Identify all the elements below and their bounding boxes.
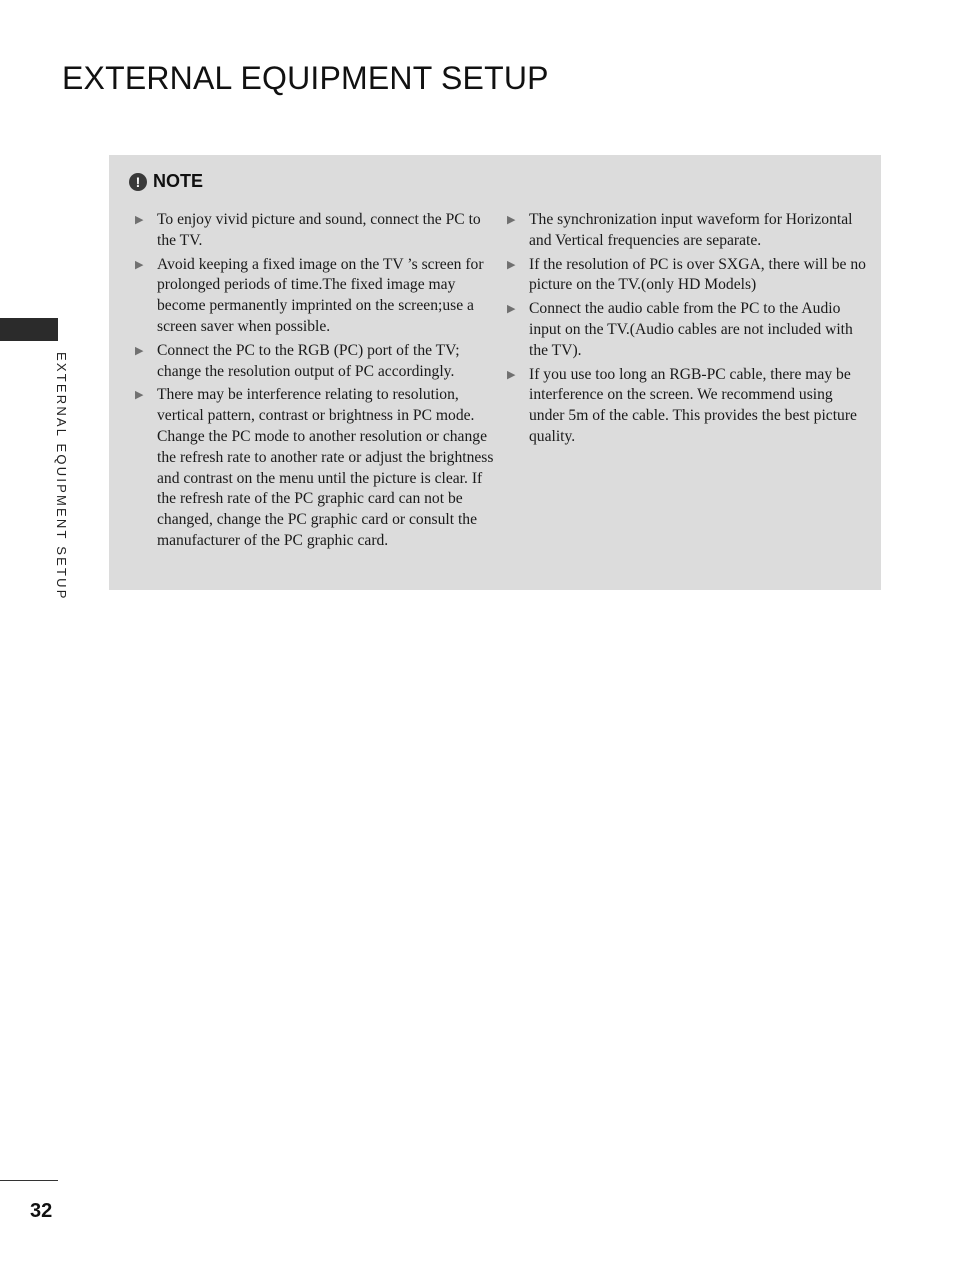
arrow-bullet-icon: ▶: [507, 214, 516, 226]
note-item: [135, 341, 495, 383]
note-item: [507, 255, 867, 297]
arrow-bullet-icon: ▶: [507, 258, 516, 271]
arrow-bullet-icon: ▶: [135, 389, 144, 402]
arrow-bullet-icon: ▶: [507, 303, 516, 316]
note-item-text: If the resolution of PC is over SXGA, there will be no picture on the TV.(only HD Models): [529, 255, 866, 294]
note-item: [507, 210, 867, 252]
section-side-label: EXTERNAL EQUIPMENT SETUP: [54, 352, 69, 601]
note-item-text: If you use too long an RGB-PC cable, there may be interference on the screen. We recommend using under 5m of the cable. This provides the best picture quality.: [529, 365, 857, 445]
note-item-text: Avoid keeping a fixed image on the TV ’s screen for prolonged periods of time.The fixed image may become permanently imprinted on the screen;use a screen saver when possible.: [157, 255, 484, 335]
note-item: [507, 299, 867, 361]
page-number: 32: [30, 1200, 53, 1222]
note-item-text: The synchronization input waveform for Horizontal and Vertical frequencies are separate.: [529, 211, 853, 249]
exclamation-icon: !: [129, 173, 147, 191]
note-item: [135, 210, 495, 252]
page-title: EXTERNAL EQUIPMENT SETUP: [62, 60, 549, 96]
note-box: [109, 155, 881, 590]
arrow-bullet-icon: ▶: [135, 344, 144, 357]
arrow-bullet-icon: ▶: [135, 214, 144, 226]
note-header: [129, 171, 203, 192]
arrow-bullet-icon: ▶: [135, 258, 144, 271]
note-item: [507, 365, 867, 448]
note-list-right: [507, 210, 867, 451]
note-item: [135, 385, 495, 551]
note-item: [135, 255, 495, 338]
note-item-text: Connect the audio cable from the PC to the Audio input on the TV.(Audio cables are not included with the TV).: [529, 300, 853, 359]
note-item-text: To enjoy vivid picture and sound, connect the PC to the TV.: [157, 211, 481, 249]
note-title: NOTE: [153, 171, 204, 191]
footer-rule: [0, 1180, 58, 1181]
section-tab-marker: [0, 318, 58, 341]
arrow-bullet-icon: ▶: [507, 368, 516, 381]
note-item-text: There may be interference relating to resolution, vertical pattern, contrast or brightness in PC mode. Change the PC mode to another resolution or change the refresh rate to another rate or adjust the brightness and contrast on the menu until the picture is clear. If the refresh rate of the PC graphic card can not be changed, change the PC graphic card or consult the manufacturer of the PC graphic card.: [157, 386, 494, 549]
note-list-left: [135, 210, 495, 555]
note-item-text: Connect the PC to the RGB (PC) port of the TV; change the resolution output of PC accordingly.: [157, 341, 460, 380]
